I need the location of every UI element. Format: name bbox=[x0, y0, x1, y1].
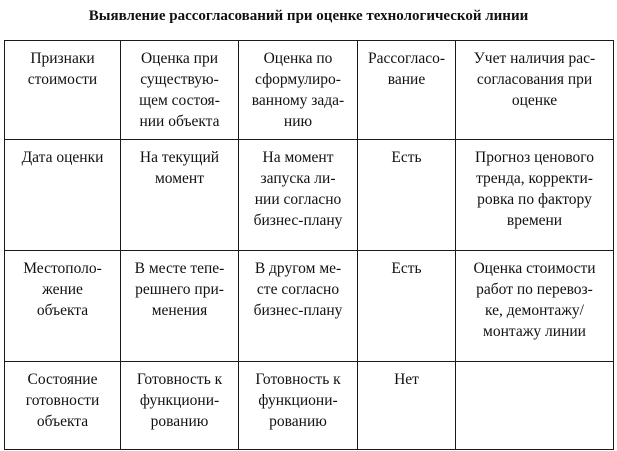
header-row bbox=[5, 41, 614, 140]
table-row bbox=[5, 362, 614, 450]
table-cell: Есть bbox=[358, 140, 456, 251]
table-cell: Прогноз ценового тренда, корректи- ровка по фактору времени bbox=[456, 140, 614, 251]
table-cell: В месте тепе- решнего при- менения bbox=[121, 251, 239, 362]
table-cell: Есть bbox=[358, 251, 456, 362]
table-cell: Готовность к функциони- рованию bbox=[239, 362, 358, 450]
table-cell bbox=[456, 362, 614, 450]
header-cell-value-attributes: Признаки стоимости bbox=[5, 41, 121, 140]
table-cell: Оценка стоимости работ по перевоз- ке, демонтажу/ монтажу линии bbox=[456, 251, 614, 362]
table-cell: На текущий момент bbox=[121, 140, 239, 251]
table-title: Выявление рассогласований при оценке технологической линии bbox=[88, 8, 529, 24]
table-cell: Нет bbox=[358, 362, 456, 450]
discrepancy-table bbox=[4, 40, 614, 450]
header-cell-assignment-valuation: Оценка по сформулиро- ванному зада- нию bbox=[239, 41, 358, 140]
table-cell: Местополо- жение объекта bbox=[5, 251, 121, 362]
table-row bbox=[5, 251, 614, 362]
table-cell: На момент запуска ли- нии согласно бизнес-плану bbox=[239, 140, 358, 251]
table-cell: Готовность к функциони- рованию bbox=[121, 362, 239, 450]
table-cell: Состояние готовности объекта bbox=[5, 362, 121, 450]
header-cell-current-state-valuation: Оценка при существую- щем состоя- нии объекта bbox=[121, 41, 239, 140]
table-cell: Дата оценки bbox=[5, 140, 121, 251]
table-row bbox=[5, 140, 614, 251]
table-cell: В другом ме- сте согласно бизнес-плану bbox=[239, 251, 358, 362]
header-cell-discrepancy: Рассогласо- вание bbox=[358, 41, 456, 140]
header-cell-discrepancy-accounting: Учет наличия рас- согласования при оценке bbox=[456, 41, 614, 140]
